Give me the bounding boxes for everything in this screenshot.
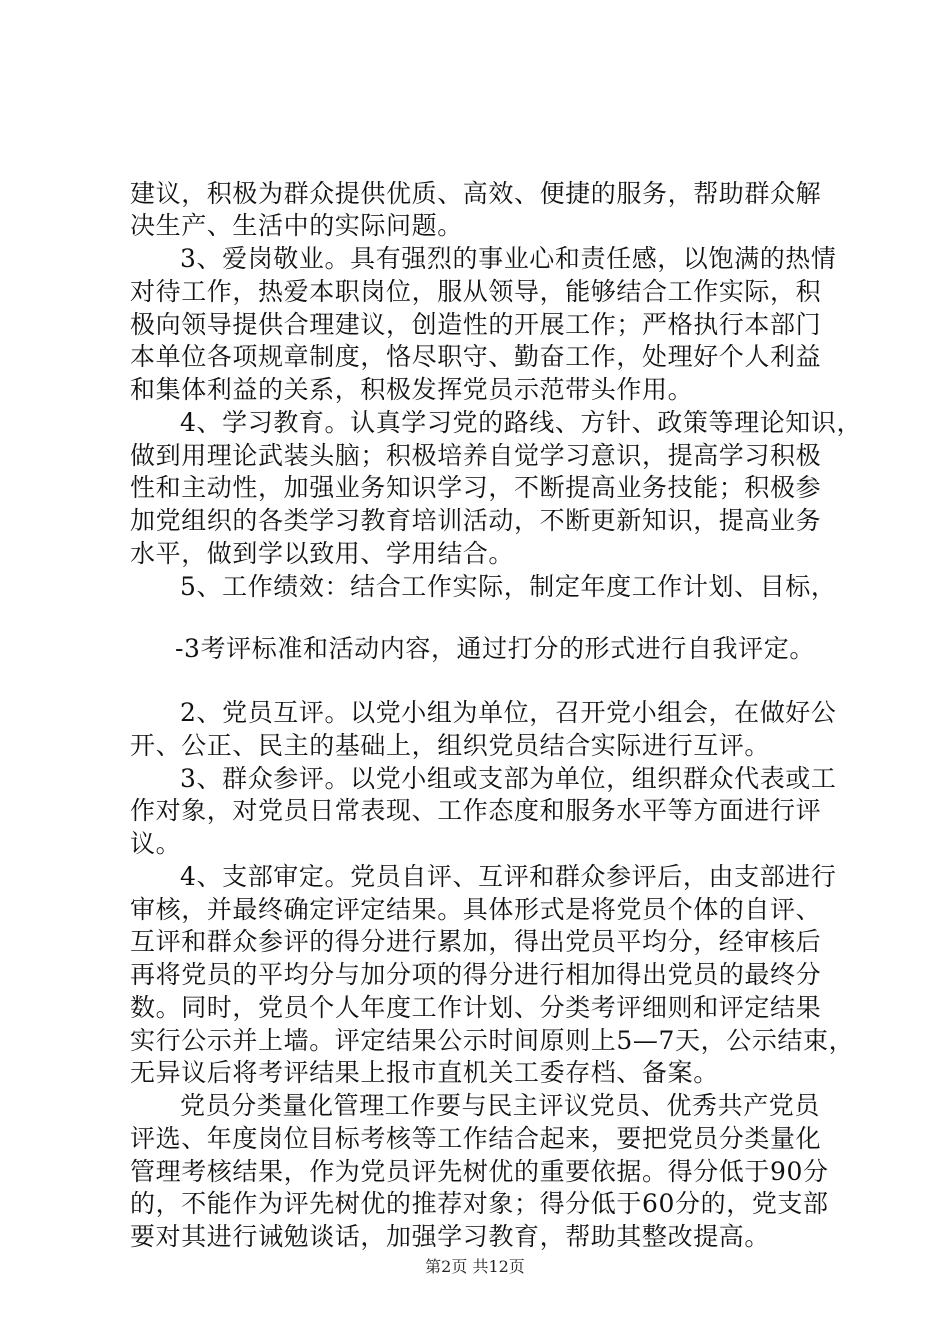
text-line: 评选、年度岗位目标考核等工作结合起来，要把党员分类量化: [130, 1124, 822, 1153]
text-line: 对待工作，热爱本职岗位，服从领导，能够结合工作实际，积: [130, 277, 822, 306]
text-line: 议。: [130, 829, 182, 858]
text-line: 加党组织的各类学习教育培训活动，不断更新知识，提高业务: [130, 506, 822, 535]
text-line: 的，不能作为评先树优的推荐对象；得分低于60分的，党支部: [130, 1189, 829, 1218]
page-number-footer: 第2页 共12页: [425, 1257, 525, 1276]
text-line: 3、爱岗敬业。具有强烈的事业心和责任感，以饱满的热情: [180, 244, 837, 273]
text-line: 管理考核结果，作为党员评先树优的重要依据。得分低于90分: [130, 1157, 829, 1186]
text-line: 本单位各项规章制度，恪尽职守、勤奋工作，处理好个人利益: [130, 342, 822, 371]
text-line: 4、学习教育。认真学习党的路线、方针、政策等理论知识，: [180, 408, 863, 437]
text-line: -3考评标准和活动内容，通过打分的形式进行自我评定。: [175, 634, 815, 663]
text-line: 做到用理论武装头脑；积极培养自觉学习意识，提高学习积极: [130, 441, 822, 470]
text-line: 数。同时，党员个人年度工作计划、分类考评细则和评定结果: [130, 993, 822, 1022]
text-line: 要对其进行诫勉谈话，加强学习教育，帮助其整改提高。: [130, 1222, 771, 1251]
text-line: 开、公正、民主的基础上，组织党员结合实际进行互评。: [130, 731, 771, 760]
text-line: 党员分类量化管理工作要与民主评议党员、优秀共产党员: [180, 1091, 821, 1120]
text-line: 建议，积极为群众提供优质、高效、便捷的服务，帮助群众解: [130, 179, 822, 208]
text-line: 无异议后将考评结果上报市直机关工委存档、备案。: [130, 1058, 719, 1087]
text-line: 极向领导提供合理建议，创造性的开展工作；严格执行本部门: [130, 310, 822, 339]
text-line: 决生产、生活中的实际问题。: [130, 211, 463, 240]
text-line: 性和主动性，加强业务知识学习，不断提高业务技能；积极参: [130, 473, 822, 502]
text-line: 互评和群众参评的得分进行累加，得出党员平均分，经审核后: [130, 927, 822, 956]
text-line: 水平，做到学以致用、学用结合。: [130, 539, 515, 568]
text-line: 2、党员互评。以党小组为单位，召开党小组会，在做好公: [180, 698, 837, 727]
text-line: 审核，并最终确定评定结果。具体形式是将党员个体的自评、: [130, 895, 822, 924]
text-line: 5、工作绩效：结合工作实际，制定年度工作计划、目标，: [180, 572, 837, 601]
text-line: 作对象，对党员日常表现、工作态度和服务水平等方面进行评: [130, 796, 822, 825]
text-line: 再将党员的平均分与加分项的得分进行相加得出党员的最终分: [130, 960, 822, 989]
text-line: 和集体利益的关系，积极发挥党员示范带头作用。: [130, 375, 694, 404]
text-line: 3、群众参评。以党小组或支部为单位，组织群众代表或工: [180, 764, 837, 793]
text-line: 4、支部审定。党员自评、互评和群众参评后，由支部进行: [180, 862, 837, 891]
text-line: 实行公示并上墙。评定结果公示时间原则上5—7天，公示结束，: [130, 1026, 855, 1055]
